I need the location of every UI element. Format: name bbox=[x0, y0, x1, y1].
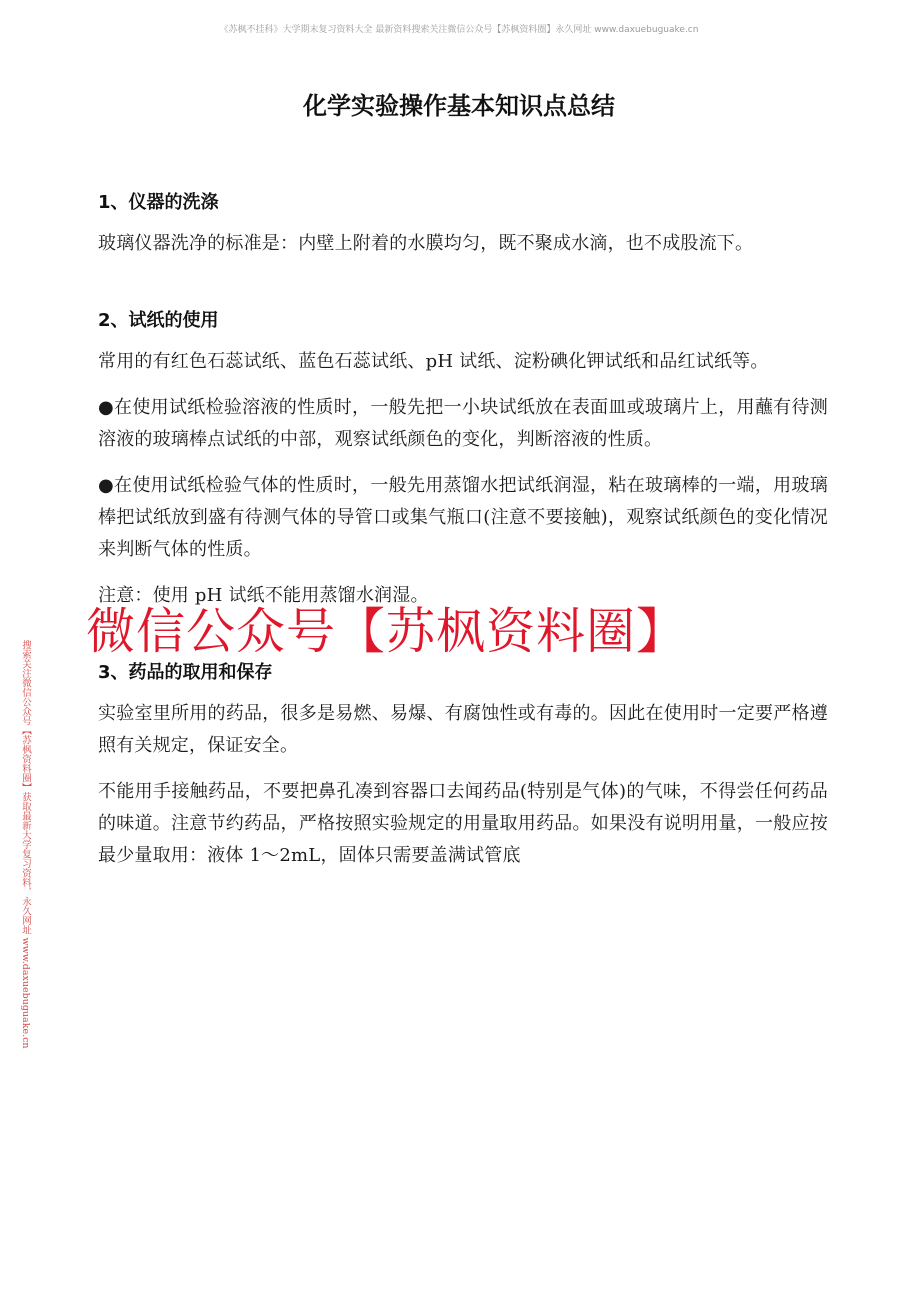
paragraph: ●在使用试纸检验溶液的性质时，一般先把一小块试纸放在表面皿或玻璃片上，用蘸有待测溶液的玻璃棒点试纸的中部，观察试纸颜色的变化，判断溶液的性质。 bbox=[98, 397, 828, 450]
paragraph: 实验室里所用的药品，很多是易燃、易爆、有腐蚀性或有毒的。因此在使用时一定要严格遵照有关规定，保证安全。 bbox=[98, 703, 828, 756]
page-title: 化学实验操作基本知识点总结 bbox=[303, 92, 615, 120]
section-heading: 2、试纸的使用 bbox=[98, 310, 219, 331]
side-watermark: 搜索关注微信公众号【苏枫资料圈】获取最新大学复习资料，永久网址 www.daxuebuguake.cn bbox=[20, 640, 31, 1049]
section-heading: 1、仪器的洗涤 bbox=[98, 192, 219, 213]
paragraph: 常用的有红色石蕊试纸、蓝色石蕊试纸、pH 试纸、淀粉碘化钾试纸和品红试纸等。 bbox=[98, 351, 769, 372]
overlay-watermark: 微信公众号【苏枫资料圈】 bbox=[86, 603, 687, 660]
document-body bbox=[98, 188, 828, 918]
section-heading: 3、药品的取用和保存 bbox=[98, 662, 273, 683]
paragraph: 注意：使用 pH 试纸不能用蒸馏水润湿。 bbox=[98, 585, 429, 606]
header-watermark: 《苏枫不挂科》大学期末复习资料大全 最新资料搜索关注微信公众号【苏枫资料圈】永久网址 www.daxuebuguake.cn bbox=[219, 25, 699, 35]
section-test-paper bbox=[98, 306, 828, 612]
paragraph: 不能用手接触药品，不要把鼻孔凑到容器口去闻药品(特别是气体)的气味，不得尝任何药品的味道。注意节约药品，严格按照实验规定的用量取用药品。如果没有说明用量，一般应按最少量取用：液体 1～2mL，固体只需要盖满试管底 bbox=[98, 781, 828, 866]
section-washing bbox=[98, 188, 828, 260]
section-reagents bbox=[98, 658, 828, 872]
paragraph: 玻璃仪器洗净的标准是：内壁上附着的水膜均匀，既不聚成水滴，也不成股流下。 bbox=[98, 233, 754, 254]
paragraph: ●在使用试纸检验气体的性质时，一般先用蒸馏水把试纸润湿，粘在玻璃棒的一端，用玻璃棒把试纸放到盛有待测气体的导管口或集气瓶口(注意不要接触)，观察试纸颜色的变化情况来判断气体的性质。 bbox=[98, 475, 828, 560]
